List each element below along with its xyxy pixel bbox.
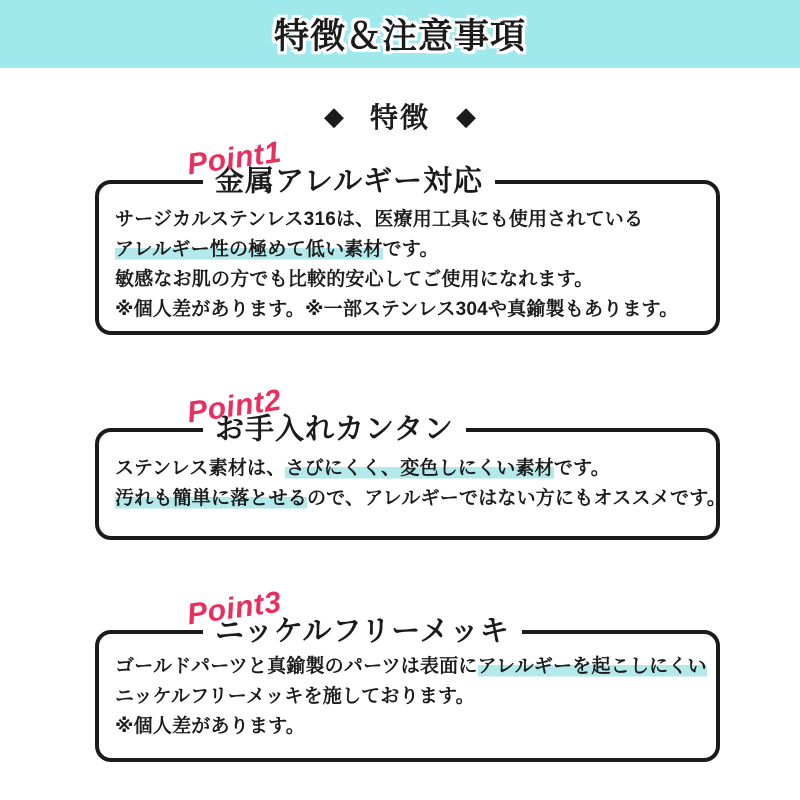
point-body <box>99 184 716 325</box>
highlighted-text: アレルギーを起こしにくい <box>477 656 707 677</box>
point-section-1 <box>95 135 720 335</box>
point-title: お手入れカンタン <box>203 413 466 446</box>
highlighted-text: さびにくく、変色しにくい素材 <box>285 458 554 479</box>
features-heading-label: 特徴 <box>369 102 430 133</box>
point-text-line: サージカルステンレス316は、医療用工具にも使用されている <box>115 209 644 230</box>
point-badge: Point3 <box>185 585 284 632</box>
point-text-line: ステンレス素材は、さびにくく、変色しにくい素材です。 <box>115 458 610 479</box>
header-banner <box>0 0 800 68</box>
features-heading <box>0 96 800 136</box>
point-text-line: ニッケルフリーメッキを施しております。 <box>115 686 475 707</box>
point-text-line: ゴールドパーツと真鍮製のパーツは表面にアレルギーを起こしにくい <box>115 656 707 677</box>
point-text-line: 汚れも簡単に落とせるので、アレルギーではない方にもオススメです。 <box>115 488 727 509</box>
point-body <box>99 634 716 742</box>
point-text-line: ※個人差があります。※一部ステンレス304や真鍮製もあります。 <box>115 299 679 320</box>
page-title: 特徴＆注意事項 <box>273 17 526 56</box>
point-title: 金属アレルギー対応 <box>203 165 495 198</box>
highlighted-text: アレルギー性の極めて低い素材 <box>115 239 383 260</box>
diamond-icon: ◆ <box>456 101 476 131</box>
point-text-line: アレルギー性の極めて低い素材です。 <box>115 239 439 260</box>
point-badge: Point1 <box>185 135 284 182</box>
point-text-line: 敏感なお肌の方でも比較的安心してご使用になれます。 <box>115 269 594 290</box>
point-title: ニッケルフリーメッキ <box>203 615 522 648</box>
point-badge: Point2 <box>185 383 284 430</box>
diamond-icon: ◆ <box>323 101 344 131</box>
point-section-3 <box>95 585 720 762</box>
point-text-line: ※個人差があります。 <box>115 716 305 737</box>
point-section-2 <box>95 383 727 540</box>
highlighted-text: 汚れも簡単に落とせる <box>115 488 308 509</box>
